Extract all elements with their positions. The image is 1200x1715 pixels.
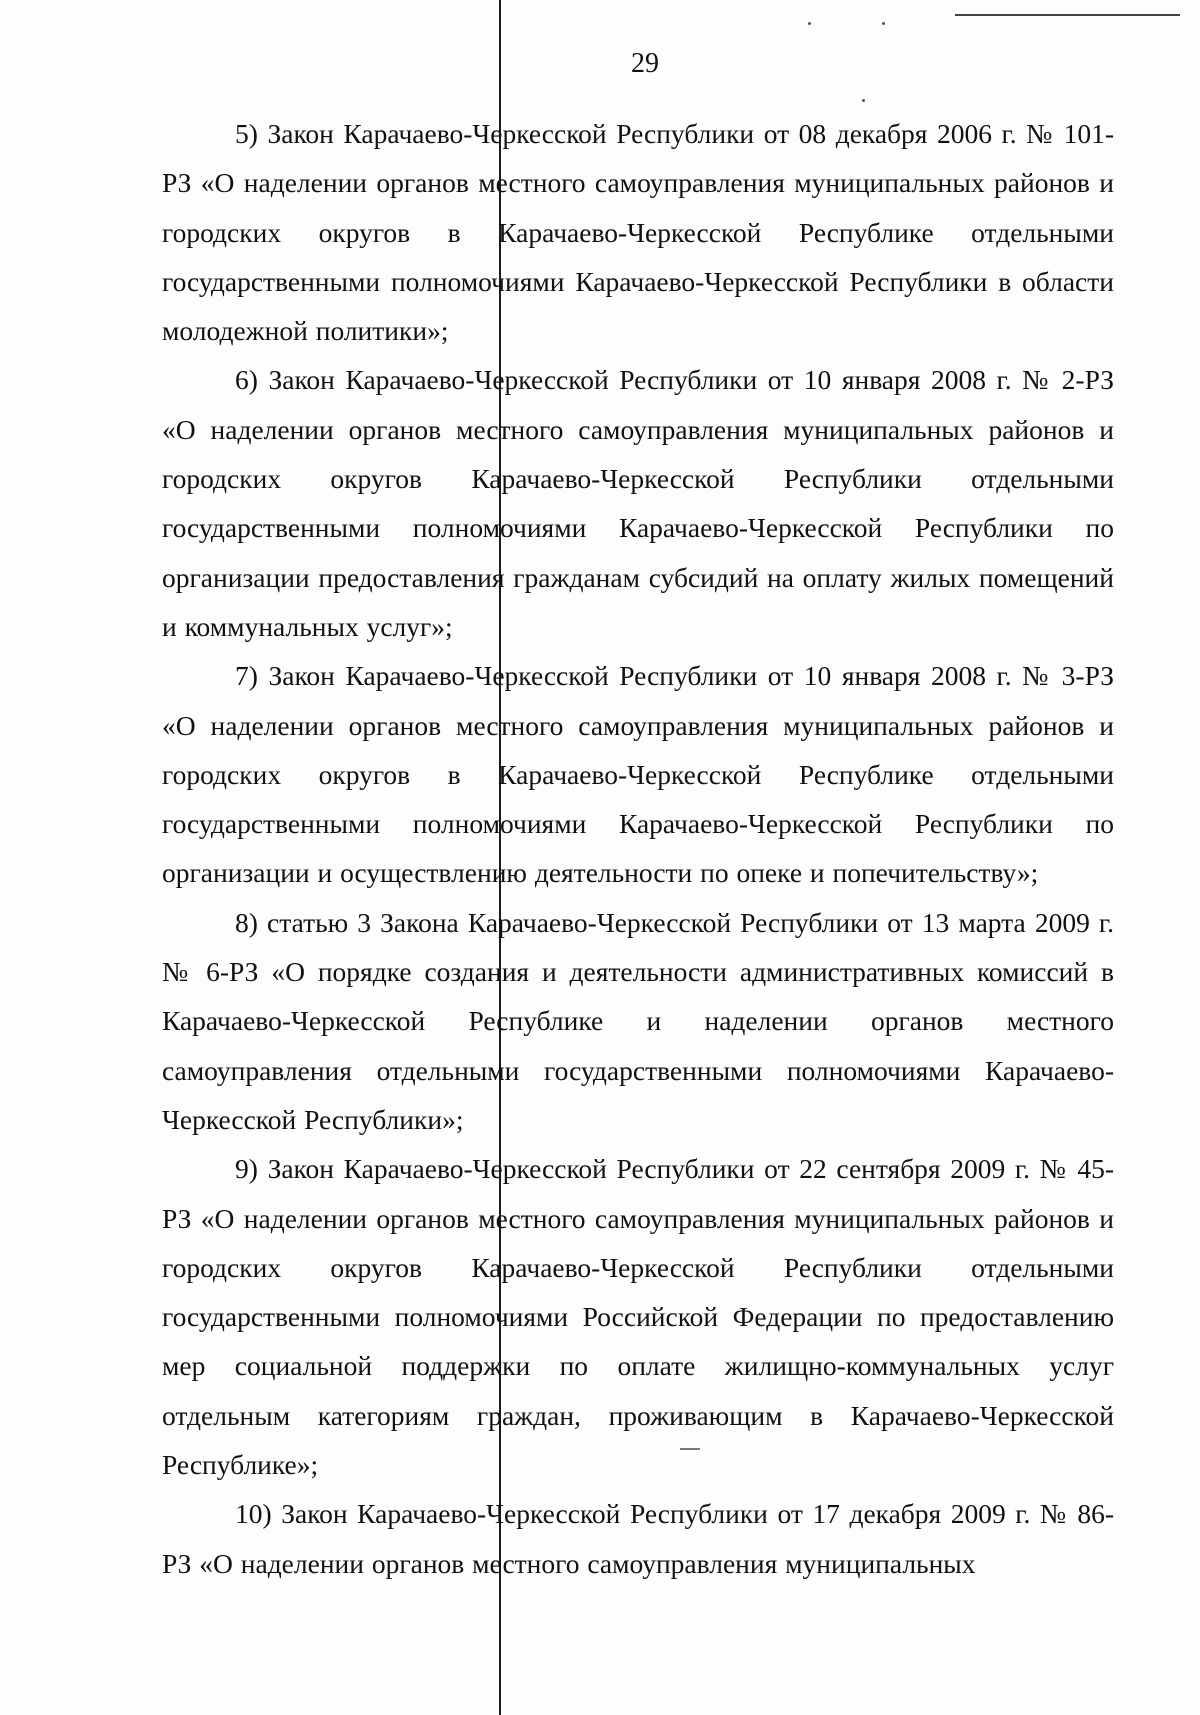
document-body bbox=[162, 109, 1114, 1588]
scan-artifact-rule bbox=[955, 14, 1180, 16]
list-item: 8) статью 3 Закона Карачаево-Черкесской Республики от 13 марта 2009 г. № 6-РЗ «О порядке создания и деятельности административных комиссий в Карачаево-Черкесской Республике и наделении органов местного самоуправления отдельными государственными полномочиями Карачаево-Черкесской Республики»; bbox=[162, 906, 1114, 1135]
list-item: 7) Закон Карачаево-Черкесской Республики от 10 января 2008 г. № 3-РЗ «О наделении органов местного самоуправления муниципальных районов и городских округов в Карачаево-Черкесской Республике отдельными государственными полномочиями Карачаево-Черкесской Республики по организации и осуществлению деятельности по опеке и попечительству»; bbox=[162, 660, 1114, 889]
list-item: 9) Закон Карачаево-Черкесской Республики от 22 сентября 2009 г. № 45-РЗ «О наделении органов местного самоуправления муниципальных районов и городских округов Карачаево-Черкесской Республики отдельными государственными полномочиями Российской Федерации по предоставлению мер социальной поддержки по оплате жилищно-коммунальных услуг отдельным категориям граждан, проживающим в Карачаево-Черкесской Республике»; bbox=[162, 1153, 1114, 1481]
scan-artifact-mark bbox=[680, 1448, 700, 1450]
scan-artifact-dot bbox=[882, 22, 885, 25]
list-item: 6) Закон Карачаево-Черкесской Республики от 10 января 2008 г. № 2-РЗ «О наделении органов местного самоуправления муниципальных районов и городских округов Карачаево-Черкесской Республики отдельными государственными полномочиями Карачаево-Черкесской Республики по организации предоставления гражданам субсидий на оплату жилых помещений и коммунальных услуг»; bbox=[162, 364, 1114, 642]
list-item: 5) Закон Карачаево-Черкесской Республики от 08 декабря 2006 г. № 101-РЗ «О наделении органов местного самоуправления муниципальных районов и городских округов в Карачаево-Черкесской Республике отдельными государственными полномочиями Карачаево-Черкесской Республики в области молодежной политики»; bbox=[162, 118, 1114, 347]
list-item: 10) Закон Карачаево-Черкесской Республики от 17 декабря 2009 г. № 86-РЗ «О наделении органов местного самоуправления муниципальных bbox=[162, 1498, 1114, 1579]
scan-artifact-dot bbox=[862, 99, 865, 102]
page-number: 29 bbox=[631, 48, 659, 79]
scan-artifact-dot bbox=[808, 22, 811, 25]
